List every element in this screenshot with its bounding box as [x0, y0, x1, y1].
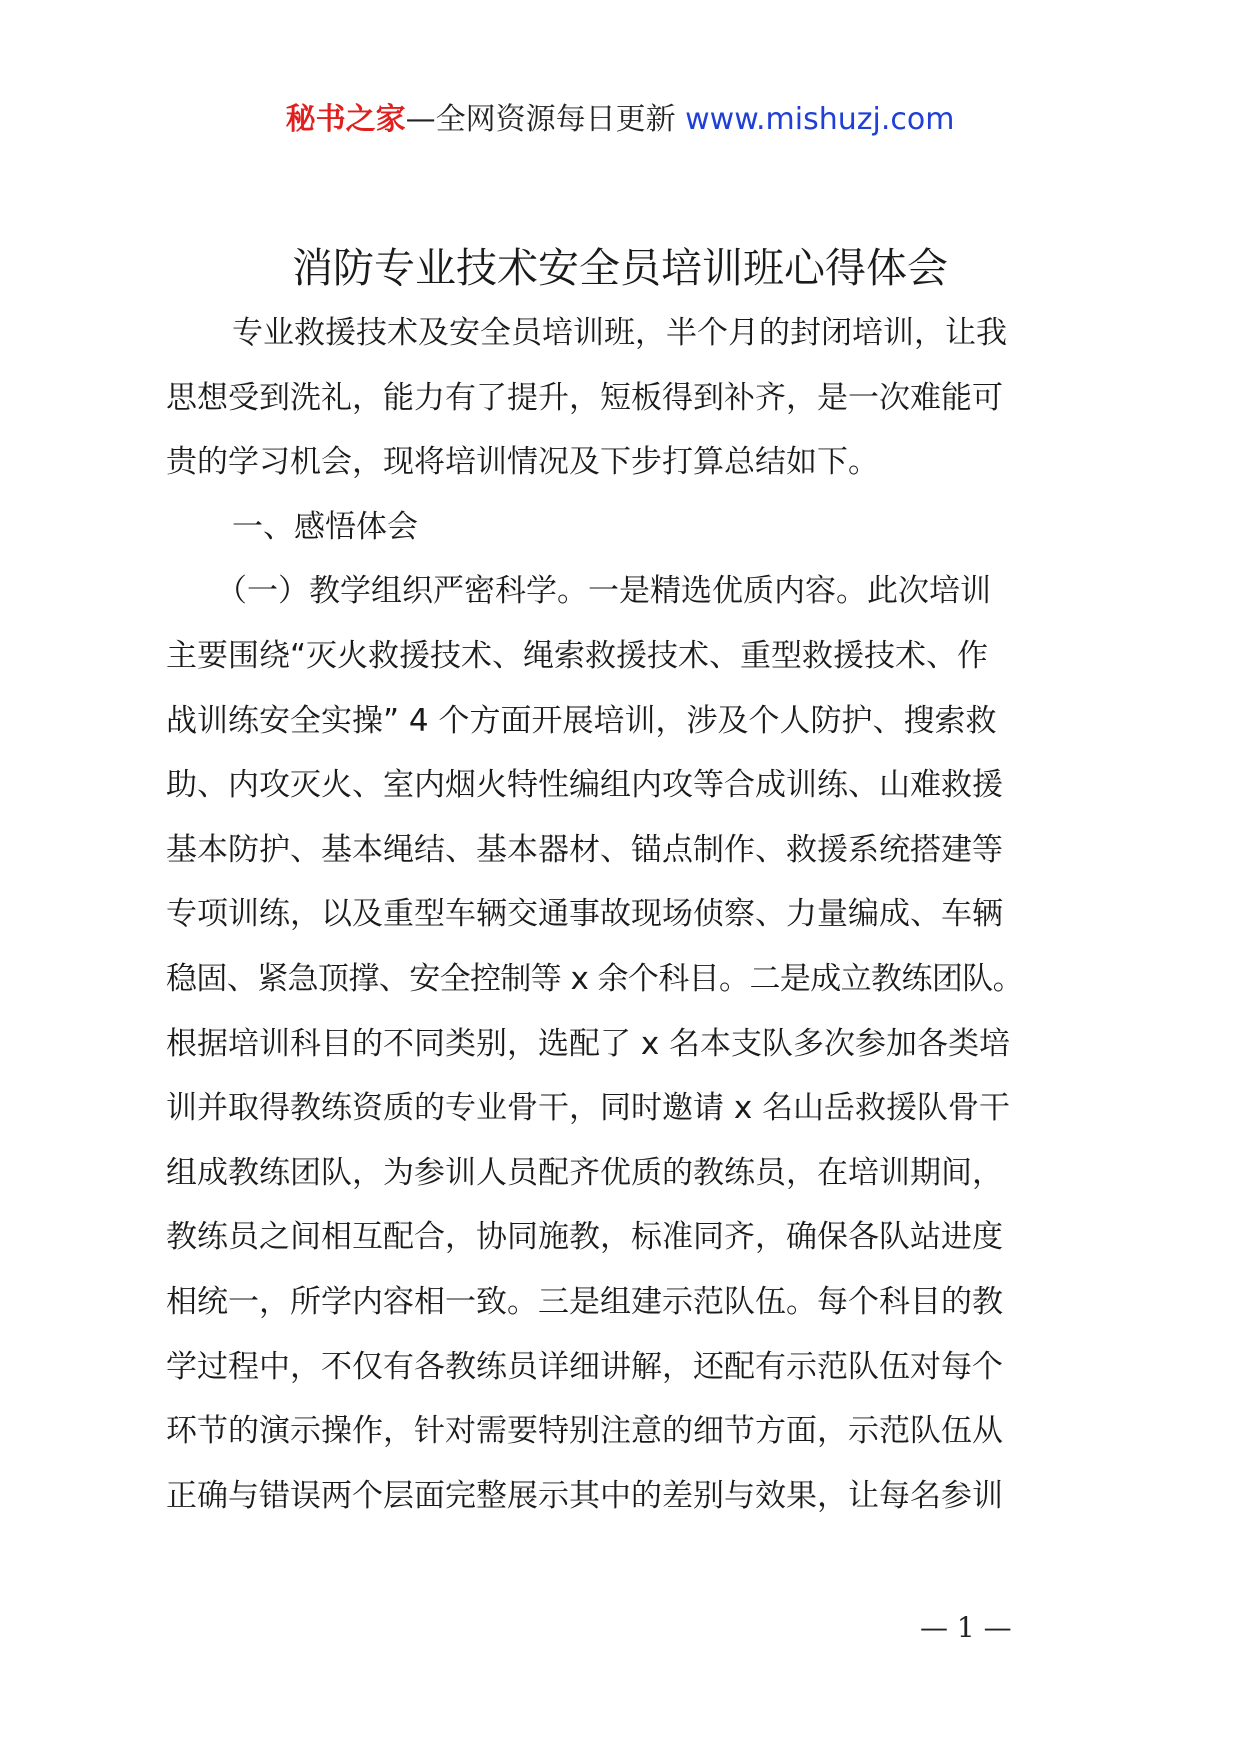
- body-line: 训并取得教练资质的专业骨干，同时邀请 x 名山岳救援队骨干: [166, 1090, 1011, 1127]
- body-line: 正确与错误两个层面完整展示其中的差别与效果，让每名参训: [166, 1477, 1003, 1514]
- site-brand: 秘书之家: [285, 102, 406, 137]
- body-line: 助、内攻灭火、室内烟火特性编组内攻等合成训练、山难救援: [166, 767, 1003, 804]
- body-line: 思想受到洗礼，能力有了提升，短板得到补齐，是一次难能可: [166, 379, 1003, 416]
- document-body: [166, 301, 1086, 1528]
- document-title: 消防专业技术安全员培训班心得体会: [292, 244, 948, 292]
- body-line: 主要围绕“灭火救援技术、绳索救援技术、重型救援技术、作: [166, 637, 989, 674]
- site-header: [0, 100, 1240, 140]
- body-line: 相统一，所学内容相一致。三是组建示范队伍。每个科目的教: [166, 1283, 1003, 1320]
- body-line: 专项训练，以及重型车辆交通事故现场侦察、力量编成、车辆: [166, 896, 1003, 933]
- site-tagline: —全网资源每日更新: [405, 102, 676, 137]
- site-url[interactable]: www.mishuzj.com: [685, 102, 955, 137]
- body-line: 教练员之间相互配合，协同施教，标准同齐，确保各队站进度: [166, 1219, 1003, 1256]
- body-line: 专业救援技术及安全员培训班，半个月的封闭培训，让我: [232, 315, 1007, 351]
- body-line: 根据培训科目的不同类别，选配了 x 名本支队多次参加各类培: [166, 1025, 1011, 1062]
- section-heading: 一、感悟体会: [232, 508, 418, 545]
- page-number: — 1 —: [920, 1611, 1012, 1644]
- body-line: 稳固、紧急顶撑、安全控制等 x 余个科目。二是成立教练团队。: [166, 960, 1024, 997]
- body-line: 基本防护、基本绳结、基本器材、锚点制作、救援系统搭建等: [166, 831, 1003, 868]
- body-line: 贵的学习机会，现将培训情况及下步打算总结如下。: [166, 444, 879, 481]
- body-line: （一）教学组织严密科学。一是精选优质内容。此次培训: [216, 573, 991, 610]
- body-line: 学过程中，不仅有各教练员详细讲解，还配有示范队伍对每个: [166, 1348, 1003, 1385]
- body-line: 组成教练团队，为参训人员配齐优质的教练员，在培训期间，: [166, 1154, 1003, 1191]
- body-line: 环节的演示操作，针对需要特别注意的细节方面，示范队伍从: [166, 1413, 1003, 1450]
- body-line: 战训练安全实操” 4 个方面开展培训，涉及个人防护、搜索救: [166, 702, 997, 739]
